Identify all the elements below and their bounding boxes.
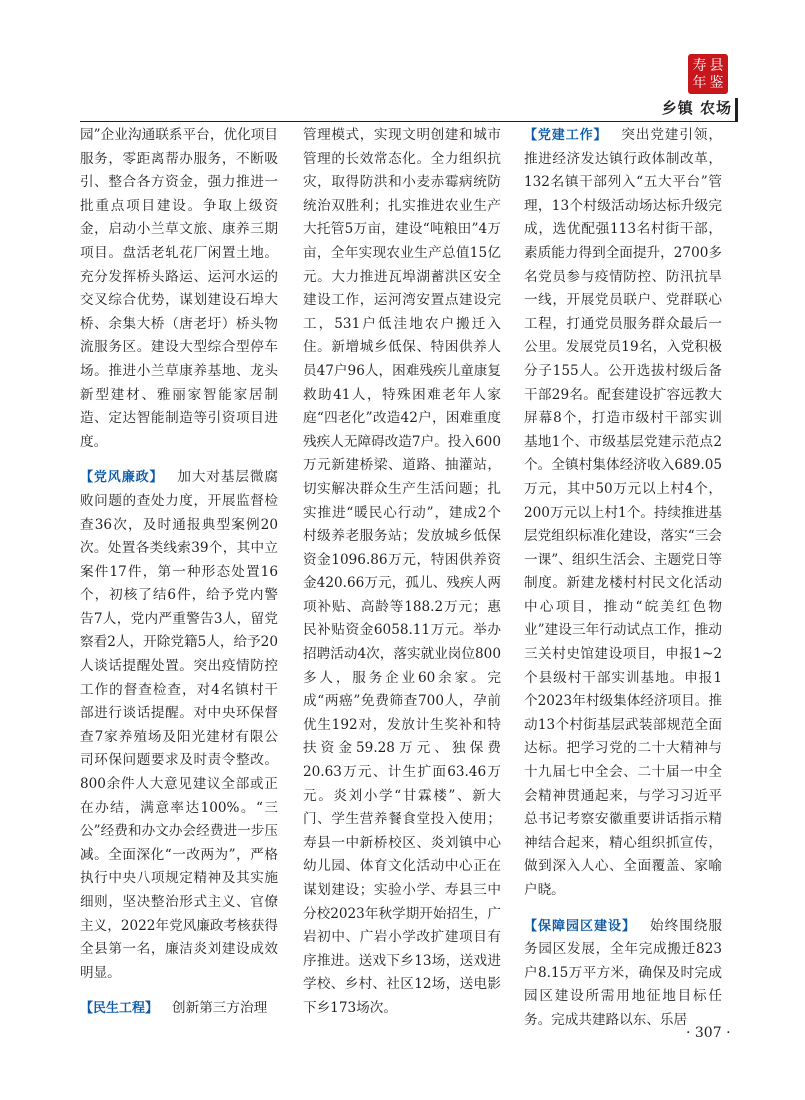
seal-char: 鉴 [709, 74, 724, 91]
paragraph-body: 管理模式，实现文明创建和城市管理的长效常态化。全力组织抗灾，取得防洪和小麦赤霉病统防统治双胜利；扎实推进农业生产大托管5万亩，建设“吨粮田”4万亩，全年实现农业生产总值15亿元。大力推进瓦埠湖蓄洪区安全建设工作，运河湾安置点建设完工，531户低洼地农户搬迁入住。新增城乡低保、特困供养人员47户96人，困难残疾儿童康复救助41人，特殊困难老年人家庭“四老化”改造42户，困难重度残疾人无障碍改造7户。投入600万元新建桥梁、道路、抽灌站，切实解决群众生产生活问题；扎实推进“暖民心行动”，建成2个村级养老服务站；发放城乡低保资金1096.86万元，特困供养资金420.66万元，孤儿、残疾人两项补贴、高龄等188.2万元；惠民补贴资金6058.11万元。举办招聘活动4次，落实就业岗位800多人，服务企业60余家。完成“两癌”免费筛查700人，孕前优生192对，发放计生奖补和特扶资金59.28万元、独保费20.63万元、计生扩面63.46万元。炎刘小学“甘霖楼”、新大门、学生营养餐食堂投入使用；寿县一中新桥校区、炎刘镇中心幼儿园、体育文化活动中心正在谋划建设；实验小学、寿县三中分校2023年秋学期开始招生，广岩初中、广岩小学改扩建项目有序推进。送戏下乡13场，送戏进学校、乡村、社区12场，送电影下乡173场次。 [303, 127, 501, 1016]
section-heading: 【保障园区建设】 [524, 918, 637, 934]
text-column-1 [80, 124, 278, 1021]
seal-char: 县 [709, 57, 724, 74]
seal-char: 寿 [692, 57, 707, 74]
yearbook-seal-logo [688, 54, 728, 94]
paragraph [303, 124, 501, 1021]
paragraph-body: 始终围绕服务园区发展，全年完成搬迁823户8.15万平方米，确保及时完成园区建设所需用地征地目标任务。完成共建路以东、乐居 [524, 917, 722, 1028]
paragraph-body: 创新第三方治理 [172, 1000, 268, 1017]
seal-char: 年 [692, 74, 707, 91]
paragraph-body: 加大对基层微腐败问题的查处力度，开展监督检查36次，及时通报典型案例20次。处置各类线索39个，其中立案件17件，第一种形态处置16个，初核了结6件，给予党内警告7人，党内严重警告3人，留党察看2人，开除党籍5人，给予20人谈话提醒处置。突出疫情防控工作的督查检查，对4名镇村干部进行谈话提醒。对中央环保督查7家养殖场及阳光建材有限公司环保问题要求及时责令整改。800余件人大意见建议全部或正在办结，满意率达100%。“三公”经费和办文办会经费进一步压减。全面深化“一改两为”，严格执行中央八项规定精神及其实施细则，坚决整治形式主义、官僚主义，2022年党风廉政考核获得全县第一名，廉洁炎刘建设成效明显。 [80, 469, 278, 981]
section-label: 乡镇 农场 [661, 99, 732, 117]
paragraph-body: 园”企业沟通联系平台，优化项目服务，零距离帮办服务，不断吸引、整合各方资金，强力推进一批重点项目建设。争取上级资金，启动小兰草文旅、康养三期项目。盘活老轧花厂闲置土地。充分发挥桥头路运、运河水运的交叉综合优势，谋划建设石埠大桥、余集大桥（唐老圩）桥头物流服务区。建设大型综合型停车场。推进小兰草康养基地、龙头新型建材、雅丽家智能家居制造、定达智能制造等引资项目进度。 [80, 127, 278, 450]
paragraph [524, 915, 722, 1033]
section-heading: 【民生工程】 [80, 1001, 159, 1017]
paragraph [524, 124, 722, 903]
page-number: · 307 · [686, 1025, 731, 1041]
paragraph [80, 466, 278, 985]
header-rule [80, 121, 736, 122]
text-column-3 [524, 124, 722, 1033]
paragraph-body: 突出党建引领，推进经济发达镇行政体制改革，132名镇干部列入“五大平台”管理，13个村级活动场达标升级完成，选优配强113名村街干部，素质能力得到全面提升，2700多名党员参与疫情防控、防汛抗旱一线，开展党员联户、党群联心工程，打通党员服务群众最后一公里。发展党员19名，入党积极分子155人。公开选拔村级后备干部29名。配套建设扩容远教大屏幕8个，打造市级村干部实训基地1个、市级基层党建示范点2个。全镇村集体经济收入689.05万元，其中50万元以上村4个，200万元以上村1个。持续推进基层党组织标准化建设，落实“三会一课”、组织生活会、主题党日等制度。新建龙楼村村民文化活动中心项目，推动“皖美红色物业”建设三年行动试点工作，推动三关村史馆建设项目，申报1~2个县级村干部实训基地。申报1个2023年村级集体经济项目。推动13个村街基层武装部规范全面达标。把学习党的二十大精神与十九届七中全会、二十届一中全会精神贯通起来，与学习习近平总书记考察安徽重要讲话指示精神结合起来，精心组织抓宣传，做到深入人心、全面覆盖、家喻户晓。 [524, 127, 722, 898]
paragraph [80, 124, 278, 454]
text-column-2 [303, 124, 501, 1021]
paragraph [80, 997, 278, 1021]
header-rule-end [735, 98, 738, 122]
section-heading: 【党风廉政】 [80, 470, 164, 486]
section-heading: 【党建工作】 [524, 128, 608, 143]
